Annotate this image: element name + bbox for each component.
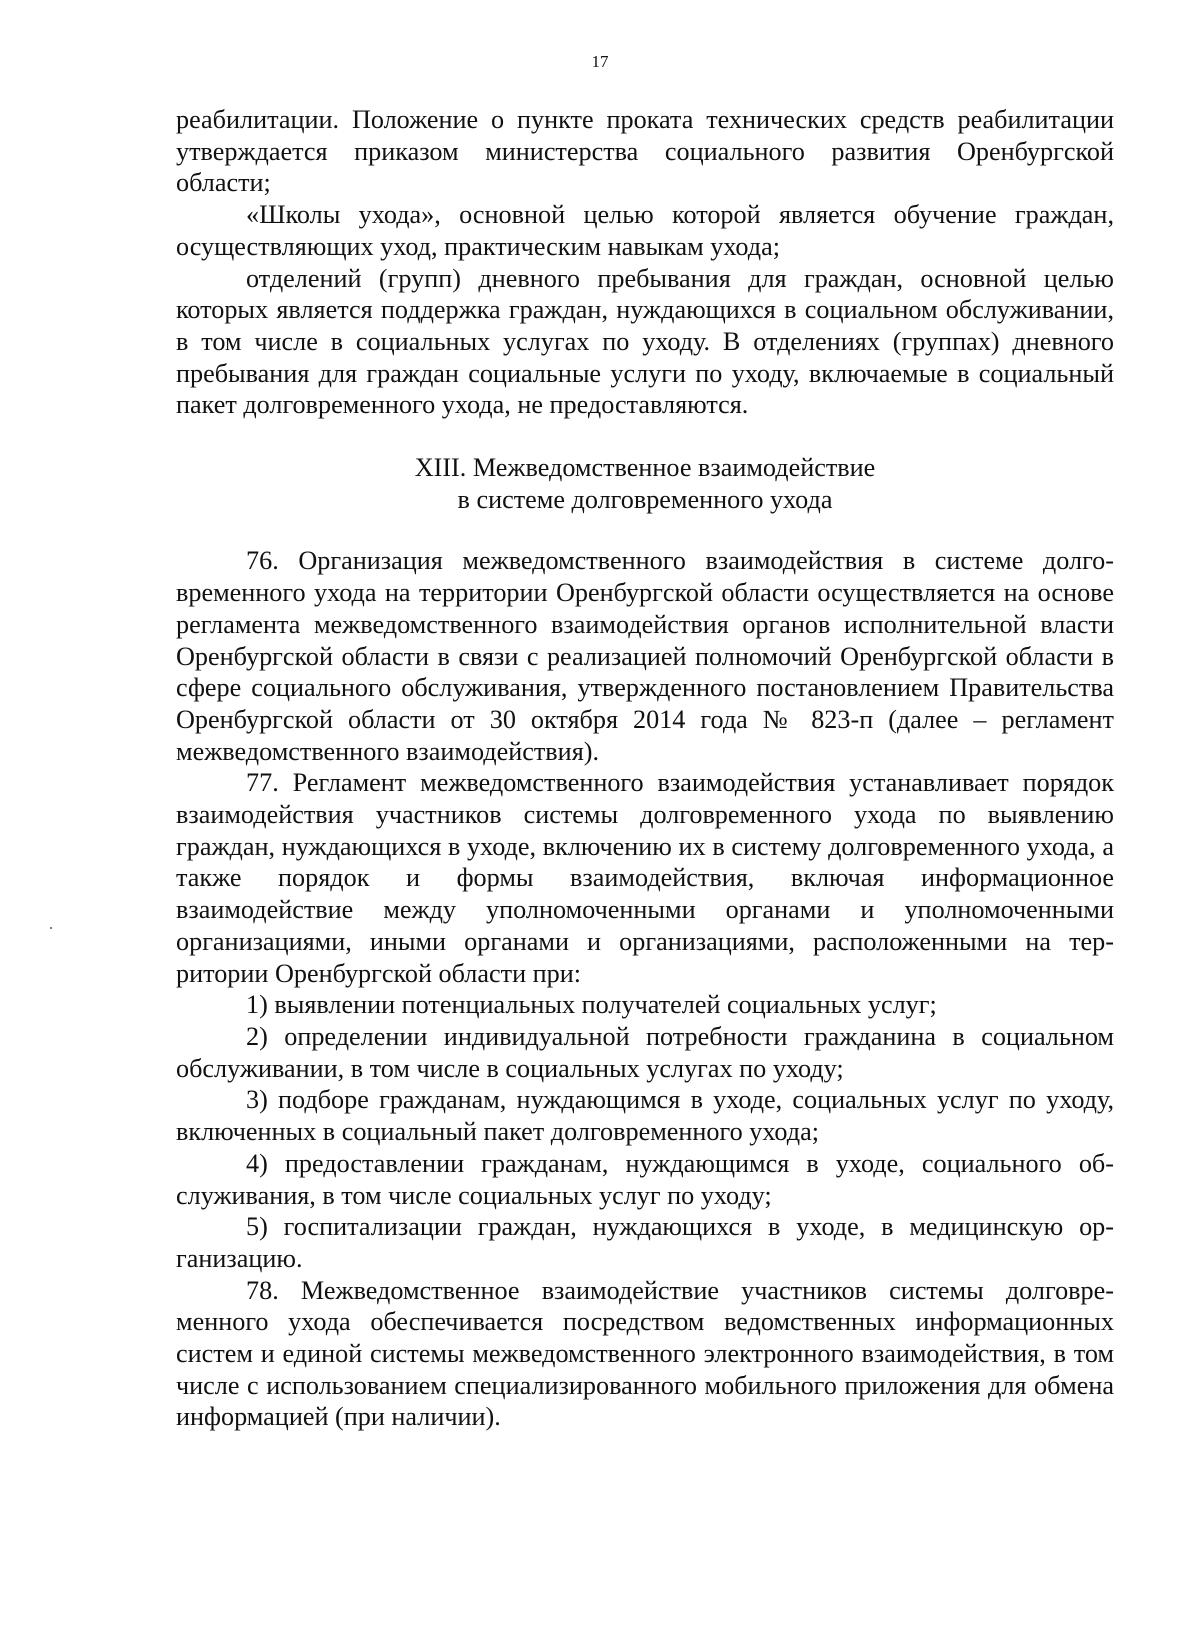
document-body bbox=[176, 104, 1114, 1433]
list-item-2: 2) определении индивидуальной потребности гражданина в социальном обслуживании, в том числе в социальных услугах по уходу; bbox=[176, 1021, 1114, 1083]
paragraph-day-care-units: отделений (групп) дневного пребывания для граждан, основной целью которых является поддержка граждан, нуждающихся в социальном обслуживании, в том числе в социальных услугах по уходу. В отделениях (группах) дневного пребывания для граждан социальные услуги по уходу, включаемые в социальный пакет долговременного ухода, не предоставляются. bbox=[176, 263, 1114, 420]
section-heading bbox=[176, 452, 1114, 515]
paragraph-care-schools: «Школы ухода», основной целью которой является обучение граждан, осуществляющих уход, практическим навыкам ухода; bbox=[176, 200, 1114, 261]
list-item-1: 1) выявлении потенциальных получателей социальных услуг; bbox=[246, 990, 937, 1020]
list-item-4: 4) предоставлении гражданам, нуждающимся в уходе, социального обслуживания, в том числе социальных услуг по уходу; bbox=[176, 1148, 1114, 1210]
section-heading-line-1: XIII. Межведомственное взаимодействие bbox=[414, 453, 876, 483]
scan-artifact-dot bbox=[50, 927, 52, 929]
list-item-5: 5) госпитализации граждан, нуждающихся в уходе, в медицинскую организацию. bbox=[176, 1212, 1114, 1273]
page-number: 17 bbox=[591, 52, 609, 71]
paragraph-continuation: реабилитации. Положение о пункте проката технических средств реабилитации утверждается приказом министерства социального развития Оренбургской области; bbox=[176, 105, 1114, 198]
paragraph-77: 77. Регламент межведомственного взаимодействия устанавливает порядок взаимодействия участников системы долговременного ухода по выявлению граждан, нуждающихся в уходе, включению их в систему долговременного ухода, а также порядок и формы взаимодействия, включая информационное взаимодействие между уполномоченными органами и уполномоченными организациями, иными органами и организациями, расположенными на территории Оренбургской области при: bbox=[176, 768, 1114, 988]
section-heading-line-2: в системе долговременного ухода bbox=[457, 484, 833, 514]
list-item-3: 3) подборе гражданам, нуждающимся в уходе, социальных услуг по уходу, включенных в социальный пакет долговременного ухода; bbox=[176, 1085, 1114, 1147]
paragraph-76: 76. Организация межведомственного взаимодействия в системе долговременного ухода на территории Оренбургской области осуществляется на основе регламента межведомственного взаимодействия органов исполнительной власти Оренбургской области в связи с реализацией полномочий Оренбургской области в сфере социального обслуживания, утвержденного постановлением Правительства Оренбургской области от 30 октября 2014 года № 823-п (далее – регламент межведомственного взаимодействия). bbox=[176, 546, 1114, 766]
paragraph-78: 78. Межведомственное взаимодействие участников системы долговременного ухода обеспечивается посредством ведомственных информационных систем и единой системы межведомственного электронного взаимодействия, в том числе с использованием специализированного мобильного приложения для обмена информацией (при наличии). bbox=[176, 1275, 1114, 1432]
